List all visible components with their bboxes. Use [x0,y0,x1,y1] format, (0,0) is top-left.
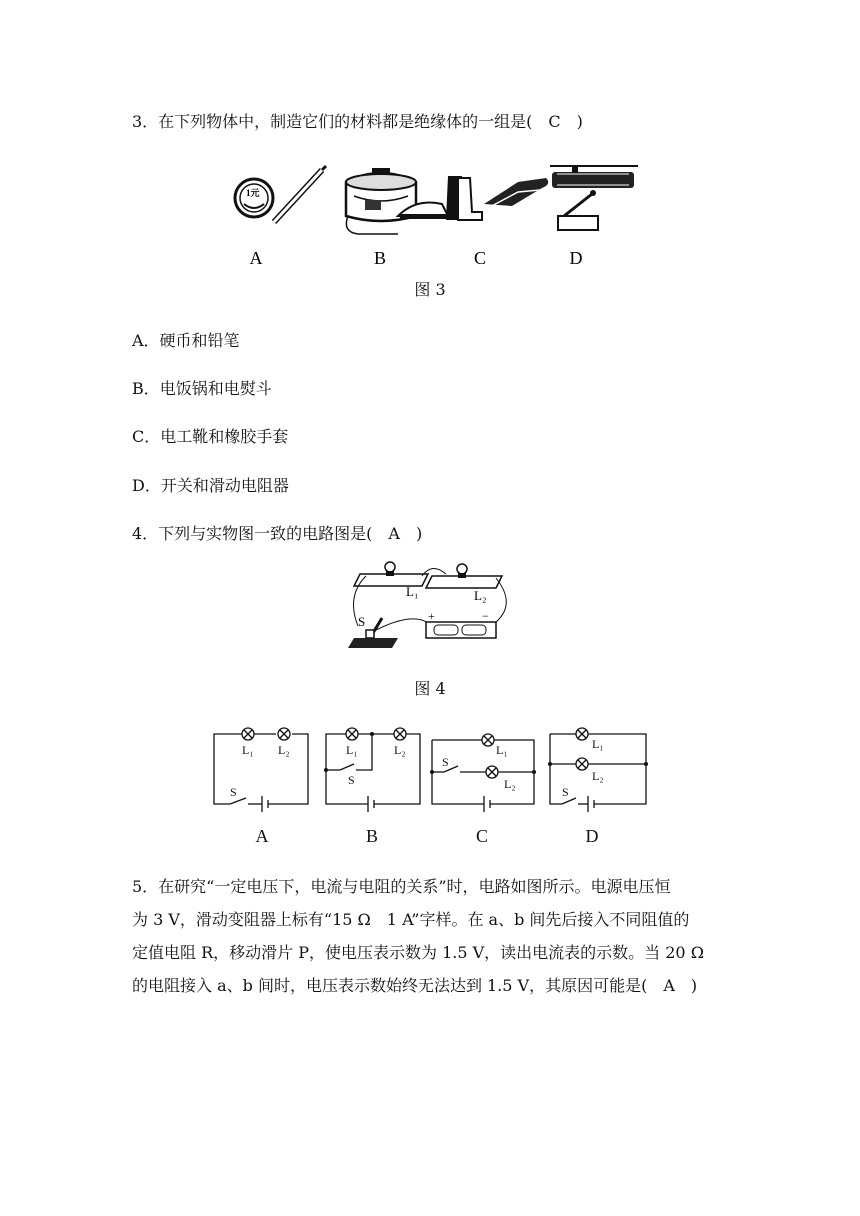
fig3-label-d: D [569,248,583,268]
photo-label-l1: L₁ [406,584,419,599]
photo-label-l2: L₂ [474,588,487,603]
fig3-label-c: C [473,248,487,268]
circuit-choice-c: C [475,826,489,846]
circuit-d-label-s: S [562,785,569,799]
photo-label-s: S [358,614,366,629]
figure-4-caption: 图 4 [414,679,446,698]
circuit-c [432,734,534,812]
q4-stem: 4．下列与实物图一致的电路图是( A ) [132,524,423,543]
coin-text: 1元 [246,188,260,198]
circuit-b [326,728,420,812]
boots-gloves-picture [446,176,548,220]
circuit-a-label-l1: L₁ [242,743,254,757]
circuit-c-label-s: S [442,755,449,769]
circuit-d-label-l1: L₁ [592,737,604,751]
circuit-a-label-l2: L₂ [278,743,290,757]
q5-line-1: 5．在研究“一定电压下，电流与电阻的关系”时，电路如图所示。电源电压恒 [132,877,671,896]
circuit-options [208,724,652,848]
circuit-choice-a: A [255,826,269,846]
circuit-b-label-l2: L₂ [394,743,406,757]
q3-option-d: D．开关和滑动电阻器 [132,476,289,495]
rheostat-switch-picture [550,165,638,230]
figure-3-image [222,160,642,272]
coin-pencil-picture [235,166,326,222]
q3-option-a: A．硬币和铅笔 [132,331,240,350]
q3-stem: 3．在下列物体中，制造它们的材料都是绝缘体的一组是( C ) [132,112,583,131]
figure-3-caption: 图 3 [414,280,446,299]
photo-label-minus: − [482,609,489,623]
fig3-label-b: B [373,248,387,268]
circuit-b-label-s: S [348,773,355,787]
q5-line-2: 为 3 V，滑动变阻器上标有“15 Ω 1 A”字样。在 a、b 间先后接入不同阻值的 [132,910,690,929]
q5-line-4: 的电阻接入 a、b 间时，电压表示数始终无法达到 1.5 V，其原因可能是( A ) [132,976,698,995]
circuit-b-label-l1: L₁ [346,743,358,757]
figure-4-photo [340,558,520,660]
q3-option-c: C．电工靴和橡胶手套 [132,427,289,446]
circuit-a-label-s: S [230,785,237,799]
circuit-d-label-l2: L₂ [592,769,604,783]
photo-label-plus: + [428,609,435,623]
circuit-c-label-l1: L₁ [496,743,508,757]
circuit-a [214,728,308,812]
q5-line-3: 定值电阻 R，移动滑片 P，使电压表示数为 1.5 V，读出电流表的示数。当 20 Ω [132,943,704,962]
cooker-iron-picture [346,168,448,234]
fig3-label-a: A [249,248,263,268]
circuit-c-label-l2: L₂ [504,777,516,791]
q3-option-b: B．电饭锅和电熨斗 [132,379,272,398]
circuit-choice-d: D [585,826,599,846]
circuit-choice-b: B [365,826,379,846]
